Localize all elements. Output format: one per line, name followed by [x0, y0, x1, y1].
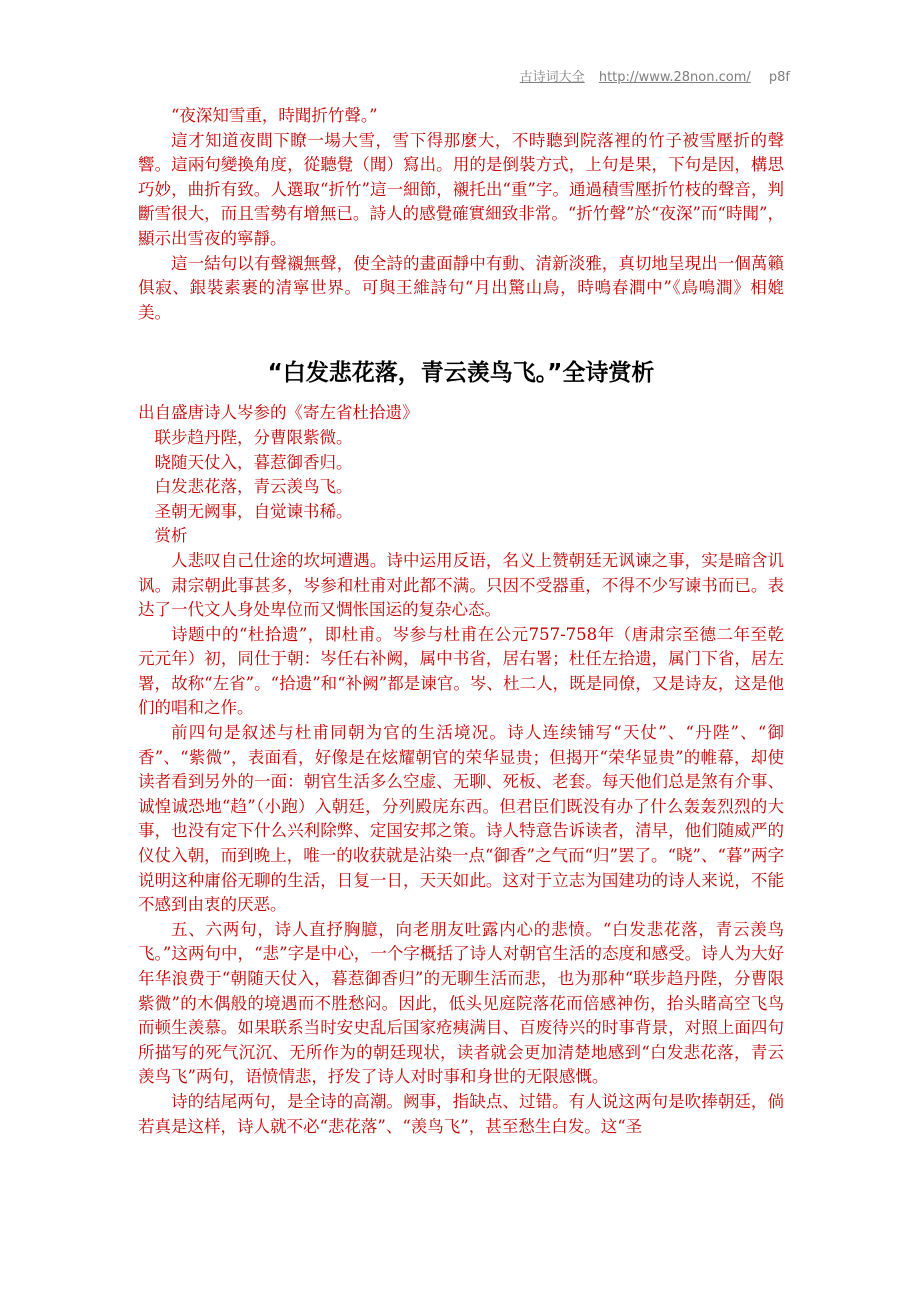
- page-number: p8f: [768, 70, 790, 85]
- poem-verse: 白发悲花落，青云羡鸟飞。: [154, 477, 353, 497]
- site-name-link[interactable]: 古诗词大全: [519, 70, 585, 85]
- poem-verse: 圣朝无阙事，自觉谏书稀。: [154, 501, 353, 521]
- paragraph: 這一結句以有聲襯無聲，使全詩的畫面靜中有動、清新淡雅，真切地呈現出一個萬籟俱寂、銀裝素裹的清寧世界。可與王維詩句“月出驚山鳥，時鳴春澗中”《鳥鳴澗》相媲美。: [138, 253, 784, 322]
- paragraph: 诗的结尾两句，是全诗的高潮。阙事，指缺点、过错。有人说这两句是吹捧朝廷，倘若真是这样，诗人就不必“悲花落”、“羡鸟飞”，甚至愁生白发。这“圣: [138, 1091, 784, 1136]
- document-body: [138, 104, 784, 1139]
- paragraph: 前四句是叙述与杜甫同朝为官的生活境况。诗人连续铺写“天仗”、“丹陛”、“御香”、“紫微”，表面看，好像是在炫耀朝官的荣华显贵；但揭开“荣华显贵”的帷幕，却使读者看到另外的一面：朝官生活多么空虚、无聊、死板、老套。每天他们总是煞有介事、诚惶诚恐地“趋”（小跑）入朝廷，分列殿庑东西。但君臣们既没有办了什么轰轰烈烈的大事，也没有定下什么兴利除弊、定国安邦之策。诗人特意告诉读者，清早，他们随威严的仪仗入朝，而到晚上，唯一的收获就是沾染一点“御香”之气而“归”罢了。“晓”、“暮”两字说明这种庸俗无聊的生活，日复一日，天天如此。这对于立志为国建功的诗人来说，不能不感到由衷的厌恶。: [138, 723, 784, 915]
- site-url-link[interactable]: http://www.28non.com/: [598, 70, 751, 85]
- paragraph: 诗题中的“杜拾遗”，即杜甫。岑参与杜甫在公元757-758年（唐肃宗至德二年至乾元元年）初，同仕于朝：岑任右补阙，属中书省，居右署；杜任左拾遗，属门下省，居左署，故称“左省”。“拾遗”和“补阙”都是谏官。岑、杜二人，既是同僚，又是诗友，这是他们的唱和之作。: [138, 624, 784, 718]
- paragraph: 這才知道夜間下瞭一場大雪，雪下得那麼大，不時聽到院落裡的竹子被雪壓折的聲響。這兩句變換角度，從聽覺（聞）寫出。用的是倒裝方式，上句是果，下句是因，構思巧妙，曲折有致。人選取“折竹”這一細節，襯托出“重”字。通過積雪壓折竹枝的聲音，判斷雪很大，而且雪勢有增無已。詩人的感覺確實細致非常。“折竹聲”於“夜深”而“時聞”，顯示出雪夜的寧靜。: [138, 130, 784, 248]
- poem-quote: “夜深知雪重，時聞折竹聲。”: [171, 106, 378, 125]
- paragraph: 人悲叹自己仕途的坎坷遭遇。诗中运用反语，名义上赞朝廷无讽谏之事，实是暗含讥讽。肃宗朝此事甚多，岑参和杜甫对此都不满。只因不受器重，不得不少写谏书而已。表达了一代文人身处卑位而又惆怅国运的复杂心态。: [138, 550, 784, 620]
- poem-source: 出自盛唐诗人岑参的《寄左省杜拾遗》: [138, 403, 419, 423]
- poem-verse: 晓随天仗入，暮惹御香归。: [154, 452, 353, 472]
- paragraph: 五、六两句，诗人直抒胸臆，向老朋友吐露内心的悲愤。“白发悲花落，青云羡鸟飞。”这两句中，“悲”字是中心，一个字概括了诗人对朝官生活的态度和感受。诗人为大好年华浪费于“朝随天仗入，暮惹御香归”的无聊生活而悲，也为那种“联步趋丹陛，分曹限紫微”的木偶般的境遇而不胜愁闷。因此，低头见庭院落花而倍感神伤，抬头睹高空飞鸟而顿生羡慕。如果联系当时安史乱后国家疮痍满目、百废待兴的时事背景，对照上面四句所描写的死气沉沉、无所作为的朝廷现状，读者就会更加清楚地感到“白发悲花落，青云羡鸟飞”两句，语愤情悲，抒发了诗人对时事和身世的无限感慨。: [138, 919, 784, 1087]
- analysis-heading: 赏析: [154, 526, 188, 546]
- section-title: “白发悲花落，青云羡鸟飞。”全诗赏析: [267, 360, 655, 387]
- page-header: [520, 66, 790, 85]
- poem-verse: 联步趋丹陛，分曹限紫微。: [154, 427, 353, 447]
